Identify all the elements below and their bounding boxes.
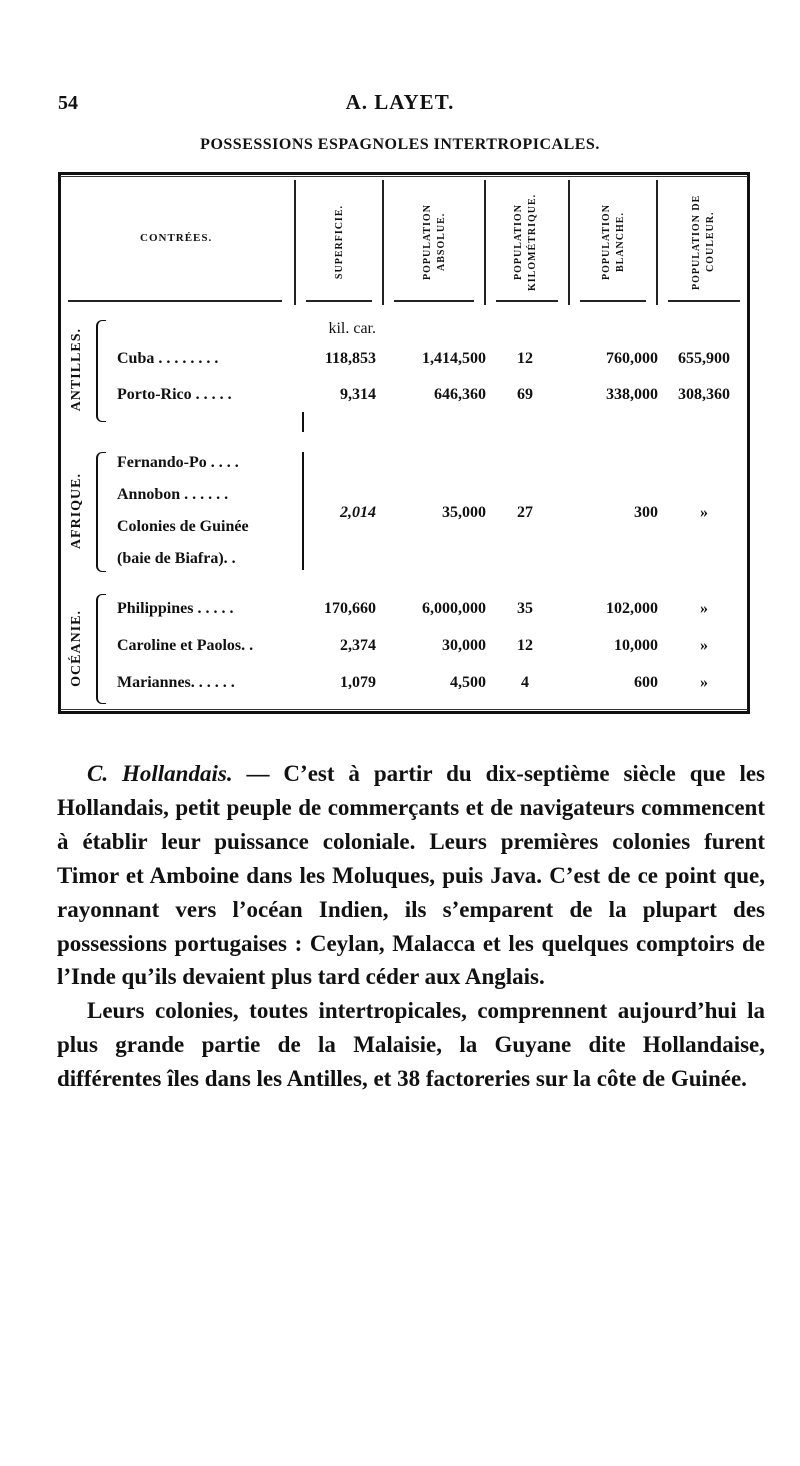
table-row-name: Mariannes. . . . . . — [117, 674, 235, 691]
header-rule — [496, 300, 558, 302]
table-row-name: Colonies de Guinée — [117, 518, 249, 535]
group-brace — [96, 452, 106, 572]
cell-pop-blanche: 760,000 — [606, 350, 658, 367]
cell-pop-kilometrique: 69 — [517, 386, 533, 403]
cell-pop-absolue: 4,500 — [450, 674, 486, 691]
column-divider — [484, 180, 486, 305]
cell-pop-kilometrique: 12 — [517, 637, 533, 654]
cell-superficie: 118,853 — [324, 350, 376, 367]
table-row-name: Philippines . . . . . — [117, 600, 234, 617]
cell-pop-blanche: 102,000 — [606, 600, 658, 617]
cell-pop-kilometrique: 4 — [521, 674, 529, 691]
row-bracket — [298, 412, 304, 432]
cell-pop-couleur: » — [700, 600, 708, 617]
table-title: POSSESSIONS ESPAGNOLES INTERTROPICALES. — [200, 136, 600, 153]
paragraph-text: — C’est à partir du dix-septième siècle que les Hollandais, petit peuple de commerçants et de navigateurs commencent à établir leur puissance coloniale. Leurs premières colonies furent Timor et Amboine dans les Moluques, puis Java. C’est de ce point que, rayonnant vers l’océan Indien, ils s’emparent de la plupart des possessions portugaises : Ceylan, Malacca et les quelques comptoirs de l’Inde qu’ils devaient plus tard céder aux Anglais. — [57, 761, 765, 990]
column-header-pop-absolue — [403, 190, 467, 294]
cell-pop-kilometrique: 12 — [517, 350, 533, 367]
table-inner-bottom-rule — [60, 709, 748, 710]
group-label-antilles: ANTILLES. — [69, 328, 84, 412]
group-label-afrique: AFRIQUE. — [69, 472, 84, 550]
cell-pop-couleur: 308,360 — [678, 386, 730, 403]
column-header-contrees: CONTRÉES. — [140, 232, 213, 244]
table-inner-top-rule — [60, 176, 748, 177]
cell-pop-couleur: 655,900 — [678, 350, 730, 367]
table-row-name: Fernando-Po . . . . — [117, 454, 239, 471]
cell-superficie: 2,014 — [340, 504, 376, 521]
table-row-name: Annobon . . . . . . — [117, 486, 229, 503]
header-rule — [394, 300, 474, 302]
column-header-label: POPULATION BLANCHE. — [601, 204, 626, 280]
table-row-name: Porto-Rico . . . . . — [117, 386, 232, 403]
table-row-name: Caroline et Paolos. . — [117, 637, 254, 654]
header-rule — [306, 300, 372, 302]
cell-pop-absolue: 6,000,000 — [422, 600, 486, 617]
cell-superficie: 170,660 — [324, 600, 376, 617]
table-row-name: Cuba . . . . . . . . — [117, 350, 219, 367]
cell-pop-kilometrique: 27 — [517, 504, 533, 521]
body-text — [57, 757, 765, 1096]
cell-pop-blanche: 600 — [634, 674, 658, 691]
cell-pop-absolue: 35,000 — [442, 504, 486, 521]
header-rule — [68, 300, 282, 302]
header-rule — [580, 300, 646, 302]
paragraph-text: Leurs colonies, toutes intertropicales, comprennent aujourd’hui la plus grande partie de la Malaisie, la Guyane dite Hollandaise, différentes îles dans les Antilles, et 38 factoreries sur la côte de Guinée. — [57, 998, 765, 1092]
cell-pop-absolue: 30,000 — [442, 637, 486, 654]
column-header-pop-blanche — [582, 190, 646, 294]
cell-superficie: 9,314 — [340, 386, 376, 403]
group-brace — [96, 594, 106, 704]
column-header-label: SUPERFICIE. — [334, 204, 345, 280]
group-brace — [96, 320, 106, 422]
page-number: 54 — [58, 92, 78, 114]
column-divider — [568, 180, 570, 305]
column-divider — [382, 180, 384, 305]
header-rule — [668, 300, 740, 302]
column-divider — [294, 180, 296, 305]
unit-label: kil. car. — [328, 320, 376, 337]
cell-pop-blanche: 300 — [634, 504, 658, 521]
section-lead: C. Hollandais. — [87, 761, 233, 786]
column-header-label: POPULATION DE COULEUR. — [691, 194, 716, 290]
cell-pop-blanche: 338,000 — [606, 386, 658, 403]
paragraph — [57, 757, 765, 994]
column-header-label: POPULATION ABSOLUE. — [422, 204, 447, 280]
column-divider — [656, 180, 658, 305]
cell-pop-kilometrique: 35 — [517, 600, 533, 617]
cell-pop-blanche: 10,000 — [614, 637, 658, 654]
column-header-label: POPULATION KILOMÉTRIQUE. — [513, 193, 538, 291]
cell-pop-absolue: 646,360 — [434, 386, 486, 403]
column-header-pop-couleur — [672, 190, 736, 294]
cell-superficie: 2,374 — [340, 637, 376, 654]
running-head: A. LAYET. — [345, 90, 455, 114]
group-label-oceanie: OCÉANIE. — [69, 609, 84, 687]
cell-pop-couleur: » — [700, 674, 708, 691]
table-row-name: (baie de Biafra). . — [117, 550, 236, 567]
cell-pop-couleur: » — [700, 637, 708, 654]
cell-superficie: 1,079 — [340, 674, 376, 691]
paragraph — [57, 994, 765, 1096]
column-header-pop-kilometrique — [494, 190, 558, 294]
column-header-superficie — [308, 190, 372, 294]
cell-pop-absolue: 1,414,500 — [422, 350, 486, 367]
cell-pop-couleur: » — [700, 504, 708, 521]
